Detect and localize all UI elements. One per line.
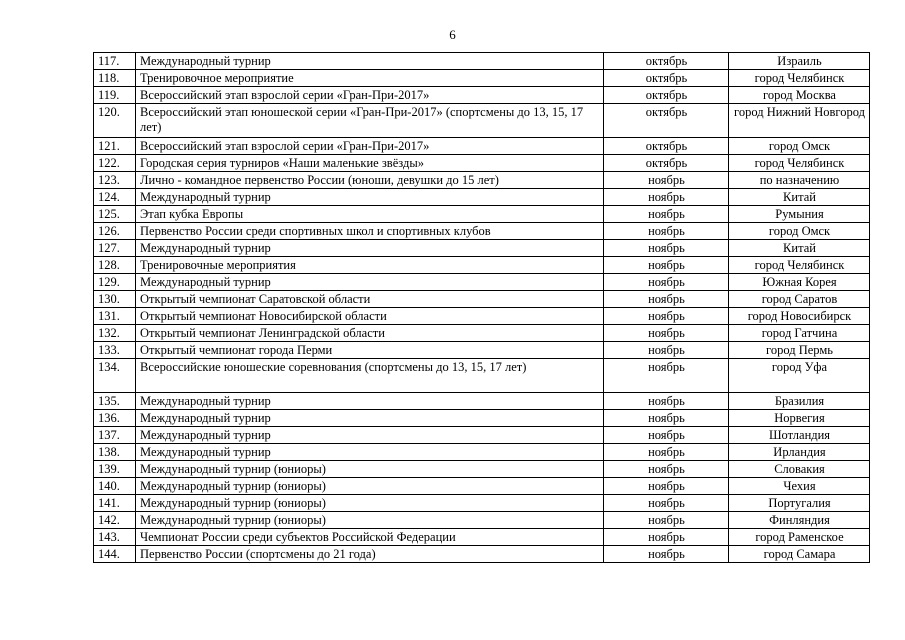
event-place: Норвегия [729, 410, 870, 427]
event-name: Международный турнир [136, 427, 604, 444]
table-row [94, 359, 870, 393]
row-number: 119. [94, 87, 136, 104]
event-name: Лично - командное первенство России (юноши, девушки до 15 лет) [136, 172, 604, 189]
event-place: Румыния [729, 206, 870, 223]
event-place: город Нижний Новгород [729, 104, 870, 138]
table-row [94, 240, 870, 257]
events-table-body [94, 53, 870, 563]
table-row [94, 257, 870, 274]
event-month: октябрь [604, 155, 729, 172]
event-place: Южная Корея [729, 274, 870, 291]
table-row [94, 274, 870, 291]
table-row [94, 291, 870, 308]
event-name: Международный турнир [136, 189, 604, 206]
event-name: Международный турнир [136, 410, 604, 427]
row-number: 131. [94, 308, 136, 325]
event-place: город Раменское [729, 529, 870, 546]
event-month: ноябрь [604, 444, 729, 461]
event-place: город Омск [729, 138, 870, 155]
row-number: 117. [94, 53, 136, 70]
event-month: ноябрь [604, 206, 729, 223]
row-number: 135. [94, 393, 136, 410]
event-name: Открытый чемпионат Саратовской области [136, 291, 604, 308]
event-month: ноябрь [604, 325, 729, 342]
event-month: ноябрь [604, 393, 729, 410]
event-place: Израиль [729, 53, 870, 70]
row-number: 138. [94, 444, 136, 461]
row-number: 142. [94, 512, 136, 529]
event-month: ноябрь [604, 529, 729, 546]
event-name: Международный турнир (юниоры) [136, 495, 604, 512]
row-number: 141. [94, 495, 136, 512]
table-row [94, 155, 870, 172]
row-number: 139. [94, 461, 136, 478]
table-row [94, 138, 870, 155]
event-month: октябрь [604, 70, 729, 87]
row-number: 123. [94, 172, 136, 189]
event-name: Первенство России (спортсмены до 21 года) [136, 546, 604, 563]
event-month: ноябрь [604, 291, 729, 308]
event-month: ноябрь [604, 546, 729, 563]
event-name: Международный турнир (юниоры) [136, 461, 604, 478]
row-number: 143. [94, 529, 136, 546]
row-number: 121. [94, 138, 136, 155]
event-name: Этап кубка Европы [136, 206, 604, 223]
row-number: 136. [94, 410, 136, 427]
event-place: Китай [729, 189, 870, 206]
event-name: Открытый чемпионат города Перми [136, 342, 604, 359]
events-table [93, 52, 870, 563]
table-row [94, 393, 870, 410]
event-name: Всероссийский этап юношеской серии «Гран-При-2017» (спортсмены до 13, 15, 17 лет) [136, 104, 604, 138]
event-place: город Новосибирск [729, 308, 870, 325]
event-name: Всероссийский этап взрослой серии «Гран-При-2017» [136, 87, 604, 104]
table-row [94, 308, 870, 325]
table-row [94, 223, 870, 240]
table-row [94, 529, 870, 546]
event-name: Всероссийский этап взрослой серии «Гран-При-2017» [136, 138, 604, 155]
table-row [94, 87, 870, 104]
event-month: октябрь [604, 53, 729, 70]
table-row [94, 53, 870, 70]
event-name: Международный турнир [136, 53, 604, 70]
event-month: ноябрь [604, 274, 729, 291]
row-number: 120. [94, 104, 136, 138]
row-number: 133. [94, 342, 136, 359]
event-month: ноябрь [604, 410, 729, 427]
event-place: Чехия [729, 478, 870, 495]
event-month: ноябрь [604, 359, 729, 393]
table-row [94, 104, 870, 138]
event-place: город Челябинск [729, 155, 870, 172]
event-month: ноябрь [604, 308, 729, 325]
table-row [94, 70, 870, 87]
event-month: октябрь [604, 87, 729, 104]
event-name: Международный турнир [136, 393, 604, 410]
event-month: ноябрь [604, 223, 729, 240]
event-place: по назначению [729, 172, 870, 189]
event-month: ноябрь [604, 257, 729, 274]
row-number: 134. [94, 359, 136, 393]
event-month: ноябрь [604, 512, 729, 529]
row-number: 130. [94, 291, 136, 308]
event-name: Тренировочное мероприятие [136, 70, 604, 87]
event-month: ноябрь [604, 478, 729, 495]
row-number: 126. [94, 223, 136, 240]
row-number: 144. [94, 546, 136, 563]
event-month: ноябрь [604, 240, 729, 257]
event-place: город Самара [729, 546, 870, 563]
table-row [94, 410, 870, 427]
row-number: 140. [94, 478, 136, 495]
event-name: Открытый чемпионат Новосибирской области [136, 308, 604, 325]
table-row [94, 189, 870, 206]
table-row [94, 478, 870, 495]
event-place: город Омск [729, 223, 870, 240]
event-place: город Челябинск [729, 257, 870, 274]
event-place: Португалия [729, 495, 870, 512]
table-row [94, 427, 870, 444]
row-number: 129. [94, 274, 136, 291]
event-month: ноябрь [604, 189, 729, 206]
row-number: 137. [94, 427, 136, 444]
table-row [94, 172, 870, 189]
event-place: Финляндия [729, 512, 870, 529]
event-month: ноябрь [604, 172, 729, 189]
event-month: ноябрь [604, 495, 729, 512]
event-month: октябрь [604, 104, 729, 138]
event-name: Всероссийские юношеские соревнования (спортсмены до 13, 15, 17 лет) [136, 359, 604, 393]
event-place: город Саратов [729, 291, 870, 308]
event-place: город Уфа [729, 359, 870, 393]
event-place: Бразилия [729, 393, 870, 410]
table-row [94, 444, 870, 461]
row-number: 122. [94, 155, 136, 172]
event-name: Международный турнир [136, 444, 604, 461]
event-month: ноябрь [604, 342, 729, 359]
page-number: 6 [449, 27, 456, 42]
event-place: Шотландия [729, 427, 870, 444]
event-name: Городская серия турниров «Наши маленькие звёзды» [136, 155, 604, 172]
event-month: октябрь [604, 138, 729, 155]
row-number: 118. [94, 70, 136, 87]
event-month: ноябрь [604, 427, 729, 444]
row-number: 124. [94, 189, 136, 206]
event-name: Чемпионат России среди субъектов Российской Федерации [136, 529, 604, 546]
row-number: 125. [94, 206, 136, 223]
event-name: Открытый чемпионат Ленинградской области [136, 325, 604, 342]
event-place: Китай [729, 240, 870, 257]
row-number: 128. [94, 257, 136, 274]
table-row [94, 495, 870, 512]
row-number: 127. [94, 240, 136, 257]
event-name: Международный турнир [136, 274, 604, 291]
event-month: ноябрь [604, 461, 729, 478]
event-place: город Челябинск [729, 70, 870, 87]
event-name: Международный турнир (юниоры) [136, 478, 604, 495]
event-name: Международный турнир [136, 240, 604, 257]
table-row [94, 546, 870, 563]
event-name: Первенство России среди спортивных школ и спортивных клубов [136, 223, 604, 240]
event-place: город Пермь [729, 342, 870, 359]
table-row [94, 325, 870, 342]
event-place: Ирландия [729, 444, 870, 461]
table-row [94, 342, 870, 359]
table-row [94, 206, 870, 223]
table-row [94, 512, 870, 529]
event-place: город Гатчина [729, 325, 870, 342]
event-place: Словакия [729, 461, 870, 478]
event-name: Международный турнир (юниоры) [136, 512, 604, 529]
event-place: город Москва [729, 87, 870, 104]
row-number: 132. [94, 325, 136, 342]
event-name: Тренировочные мероприятия [136, 257, 604, 274]
table-row [94, 461, 870, 478]
